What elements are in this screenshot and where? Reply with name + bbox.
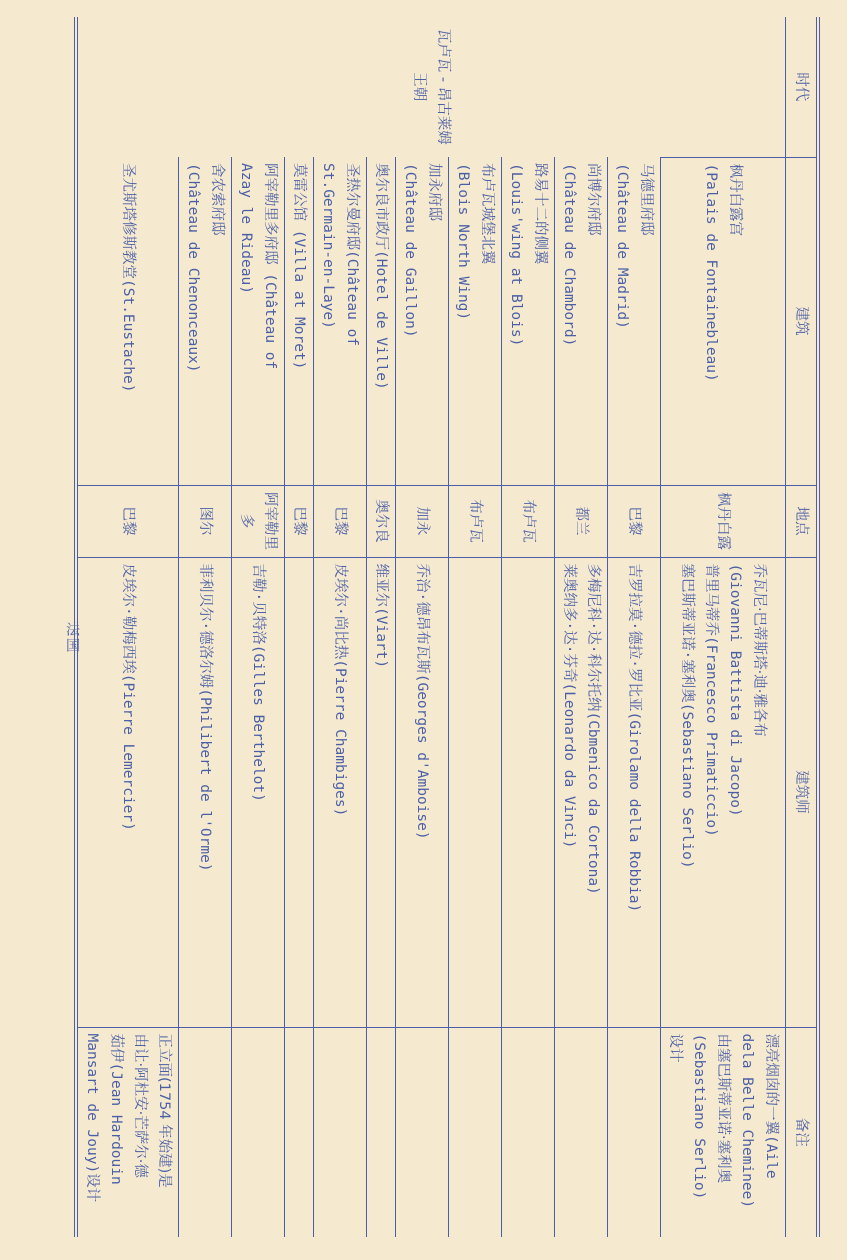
building-cell <box>661 157 786 485</box>
notes-line: 由塞巴斯蒂亚诺·塞利奥 <box>715 1033 731 1184</box>
architect-cell <box>555 557 608 1027</box>
location-cell: 布卢瓦 <box>502 485 555 557</box>
header-notes: 备注 <box>786 1027 819 1237</box>
architect-line: 吉勒·贝特洛(Gilles Berthelot) <box>250 563 266 802</box>
architect-cell <box>396 557 449 1027</box>
building-line: 马德里府邸 <box>638 163 654 236</box>
building-line: 阿宰勒里多府邸 (Château of <box>262 163 278 370</box>
architect-cell <box>76 557 179 1027</box>
table-row <box>396 17 449 1237</box>
architect-cell <box>367 557 396 1027</box>
notes-cell <box>179 1027 232 1237</box>
architect-cell <box>661 557 786 1027</box>
building-cell <box>396 157 449 485</box>
notes-cell <box>367 1027 396 1237</box>
building-line: (Château de Chenonceaux) <box>185 163 201 373</box>
building-line: 奥尔良市政厅(Hotel de Ville) <box>373 163 389 390</box>
location-cell: 巴黎 <box>285 485 314 557</box>
notes-cell <box>232 1027 285 1237</box>
building-cell <box>232 157 285 485</box>
notes-cell <box>396 1027 449 1237</box>
table-row <box>314 17 367 1237</box>
table-row <box>367 17 396 1237</box>
building-line: (Palais de Fontainebleau) <box>703 163 719 382</box>
building-line: 圣热尔曼府邸(Château of <box>344 163 360 347</box>
building-line: (Louis'wing at Blois) <box>508 163 524 347</box>
building-cell <box>179 157 232 485</box>
table-row <box>285 17 314 1237</box>
location-cell: 图尔 <box>179 485 232 557</box>
architect-cell <box>502 557 555 1027</box>
architect-cell <box>232 557 285 1027</box>
building-line: 圣尤斯塔修斯教堂(St.Eustache) <box>120 163 136 393</box>
notes-line: 由让·阿杜安·芒萨尔·德 <box>132 1033 148 1178</box>
building-line: 路易十二的侧翼 <box>532 163 548 265</box>
building-cell <box>285 157 314 485</box>
notes-cell <box>608 1027 661 1237</box>
building-cell <box>555 157 608 485</box>
notes-cell <box>555 1027 608 1237</box>
location-cell: 巴黎 <box>76 485 179 557</box>
notes-line: 正立面(1754 年始建)是 <box>156 1033 172 1188</box>
table-row <box>449 17 502 1237</box>
architect-cell <box>314 557 367 1027</box>
notes-line: dela Belle Cheminee) <box>739 1033 755 1209</box>
architect-line: 皮埃尔·尚比热(Pierre Chambiges) <box>332 563 348 817</box>
notes-line: 漂亮烟囱的一翼(Aile <box>763 1033 779 1179</box>
location-cell: 枫丹白露 <box>661 485 786 557</box>
table-row <box>555 17 608 1237</box>
era-cell: 瓦卢瓦 - 昂古莱姆王朝 <box>76 17 786 157</box>
building-line: (Château de Madrid) <box>614 163 630 329</box>
notes-cell <box>449 1027 502 1237</box>
building-cell <box>608 157 661 485</box>
table-row <box>232 17 285 1237</box>
architect-line: 乔治·德昂布瓦斯(Georges d'Amboise) <box>414 563 430 840</box>
building-line: 枫丹白露宫 <box>727 163 743 236</box>
architect-line: 多梅尼科·达·科尔托纳(Cbmenico da Cortona) <box>585 563 601 895</box>
building-cell <box>314 157 367 485</box>
location-cell: 巴黎 <box>608 485 661 557</box>
architect-cell <box>179 557 232 1027</box>
table-row <box>502 17 555 1237</box>
building-line: 莫雷公馆 (Villa at Moret) <box>291 163 307 370</box>
location-cell: 奥尔良 <box>367 485 396 557</box>
architect-line: 塞巴斯蒂亚诺·塞利奥(Sebastiano Serlio) <box>679 563 695 869</box>
architect-line: 普里马蒂乔(Francesco Primaticcio) <box>703 563 719 837</box>
building-line: 布卢瓦城堡北翼 <box>479 163 495 265</box>
building-line: (Château de Chambord) <box>561 163 577 347</box>
building-line: (Blois North Wing) <box>455 163 471 321</box>
notes-line: Mansart de Jouy)设计 <box>84 1033 100 1203</box>
notes-cell <box>314 1027 367 1237</box>
building-line: 舍农索府邸 <box>209 163 225 236</box>
notes-cell <box>502 1027 555 1237</box>
page-title: 法国 <box>64 622 80 654</box>
building-line: (Château de Gaillon) <box>402 163 418 338</box>
architect-line: 菲利贝尔·德洛尔姆(Philibert de l'Orme) <box>197 563 213 872</box>
table-row <box>179 17 232 1237</box>
building-cell <box>76 157 179 485</box>
building-line: 尚博尔府邸 <box>585 163 601 236</box>
notes-cell <box>76 1027 179 1237</box>
header-era: 时代 <box>786 17 819 157</box>
notes-line: 茹伊(Jean Hardouin <box>108 1033 124 1185</box>
building-line: Azay le Rideau) <box>238 163 254 294</box>
building-cell <box>502 157 555 485</box>
table-row <box>76 17 179 1237</box>
building-cell <box>449 157 502 485</box>
building-line: St.Germain-en-Laye) <box>320 163 336 329</box>
architect-line: 皮埃尔·勒梅西埃(Pierre Lemercier) <box>120 563 136 831</box>
table-row <box>608 17 661 1237</box>
building-cell <box>367 157 396 485</box>
table-header-row <box>786 17 819 1237</box>
location-cell: 加永 <box>396 485 449 557</box>
header-architect: 建筑师 <box>786 557 819 1027</box>
location-cell: 阿宰勒里多 <box>232 485 285 557</box>
notes-cell <box>661 1027 786 1237</box>
architect-cell <box>608 557 661 1027</box>
architect-line: 维亚尔(Viart) <box>373 563 389 669</box>
location-cell: 都兰 <box>555 485 608 557</box>
table-row <box>661 17 786 1237</box>
architect-cell <box>449 557 502 1027</box>
building-line: 加永府邸 <box>426 163 442 221</box>
architect-line: 莱奥纳多·达·芬奇(Leonardo da Vinci) <box>561 563 577 849</box>
architecture-table <box>74 17 820 1237</box>
architect-line: (Giovanni Battista di Jacopo) <box>727 563 743 817</box>
architect-line: 乔瓦尼·巴蒂斯塔·迪·雅各布 <box>751 563 767 737</box>
architect-line: 吉罗拉莫·德拉·罗比亚(Girolamo della Robbia) <box>626 563 642 913</box>
architect-cell <box>285 557 314 1027</box>
location-cell: 布卢瓦 <box>449 485 502 557</box>
notes-line: 设计 <box>667 1033 683 1063</box>
notes-cell <box>285 1027 314 1237</box>
location-cell: 巴黎 <box>314 485 367 557</box>
header-building: 建筑 <box>786 157 819 485</box>
rotated-table-container <box>50 17 820 1237</box>
notes-line: (Sebastiano Serlio) <box>691 1033 707 1200</box>
header-location: 地点 <box>786 485 819 557</box>
